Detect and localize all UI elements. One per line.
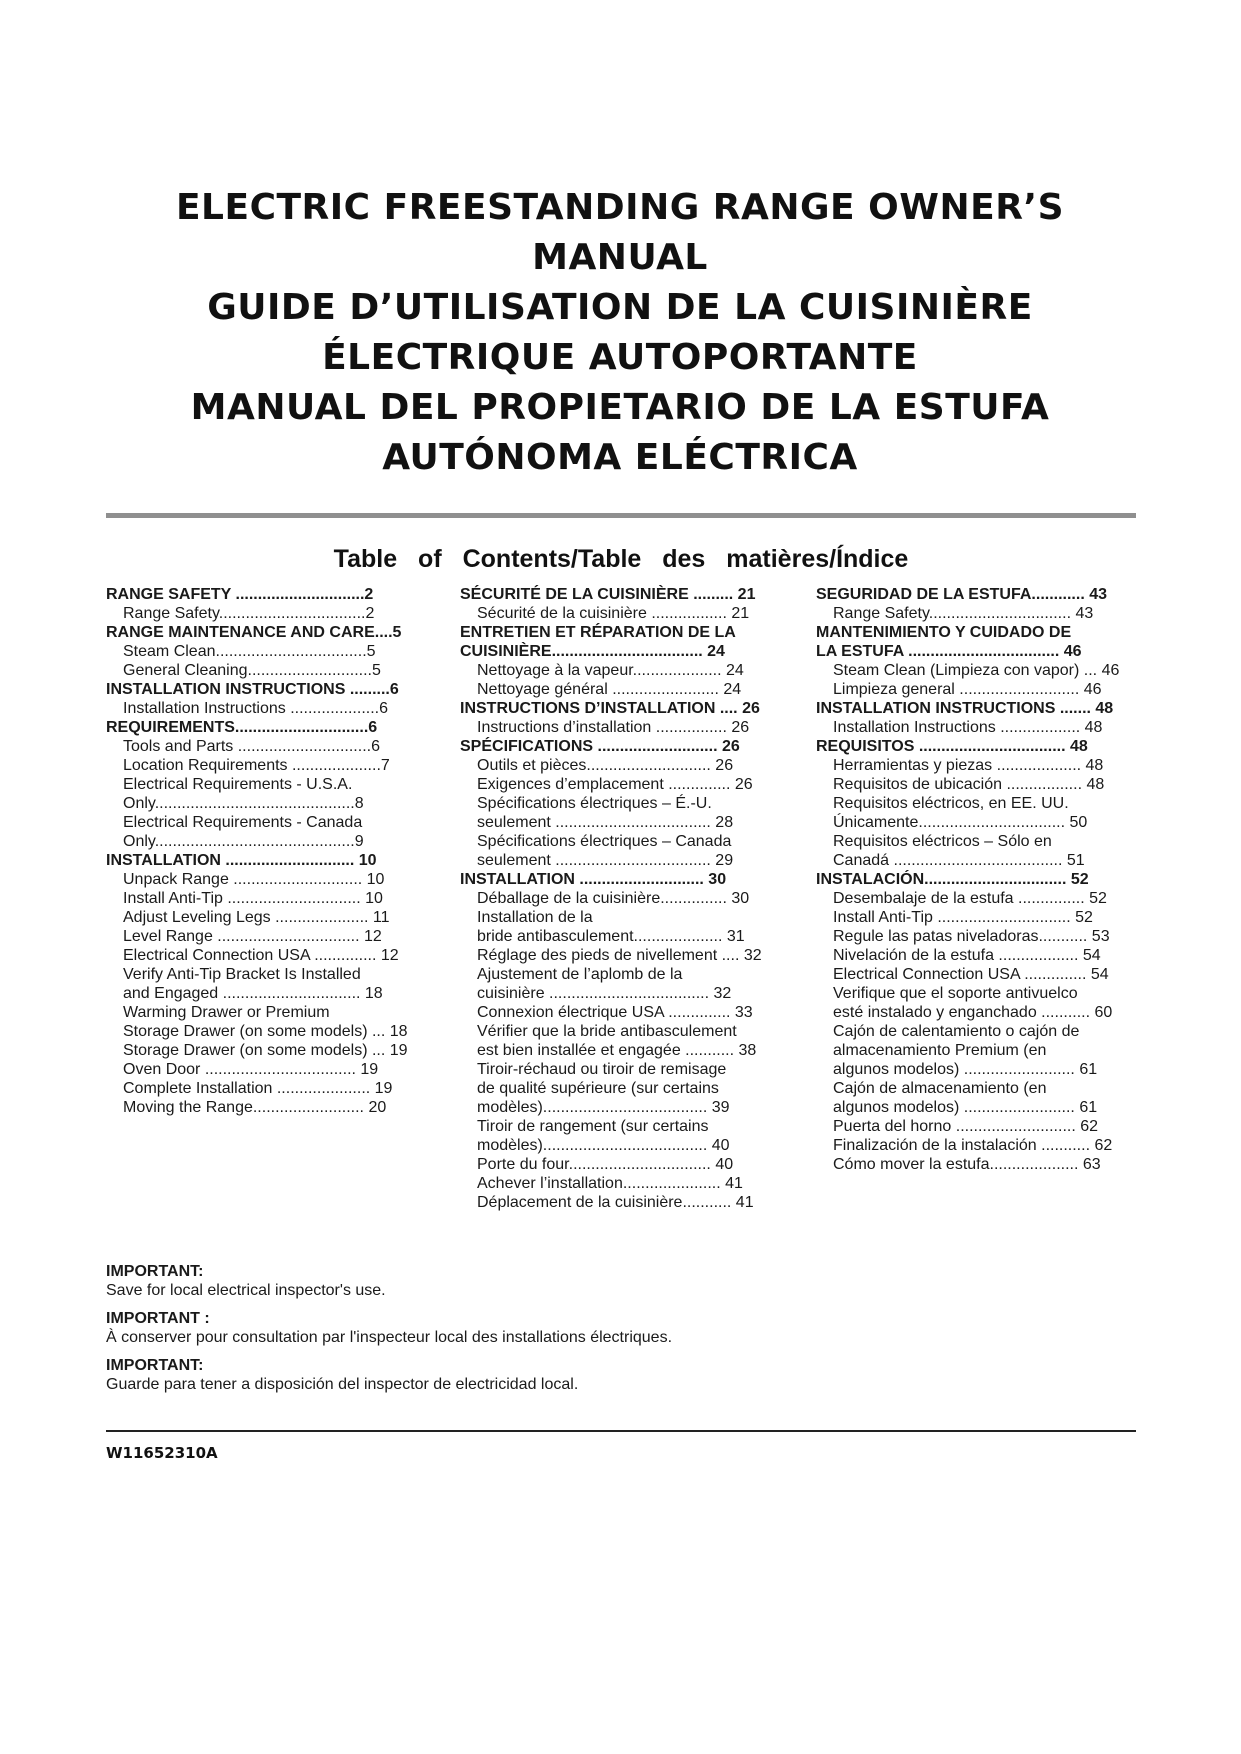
title-line: MANUAL DEL PROPIETARIO DE LA ESTUFA	[190, 387, 1050, 428]
toc-subentry: Tools and Parts ..............................6	[123, 738, 380, 755]
toc-subentry: Spécifications électriques – Canada	[477, 833, 732, 850]
top-divider	[106, 513, 1136, 518]
toc-subentry: esté instalado y enganchado ........... 60	[833, 1004, 1113, 1021]
toc-subentry: Sécurité de la cuisinière ................. 21	[477, 605, 750, 622]
toc-section-entry: INSTALLATION ............................ 30	[460, 871, 727, 888]
toc-subentry: Range Safety................................ 43	[833, 605, 1094, 622]
toc-section-entry: REQUIREMENTS..............................6	[106, 719, 378, 736]
toc-subentry: Location Requirements ....................7	[123, 757, 390, 774]
toc-subentry: Connexion électrique USA .............. 33	[477, 1004, 753, 1021]
toc-subentry: de qualité supérieure (sur certains	[477, 1080, 719, 1097]
toc-subentry: modèles)..................................... 39	[477, 1099, 730, 1116]
toc-subentry: Requisitos eléctricos, en EE. UU.	[833, 795, 1069, 812]
document-code: W11652310A	[106, 1444, 218, 1462]
note-body: Save for local electrical inspector's use.	[106, 1282, 386, 1299]
toc-subentry: Únicamente................................. 50	[833, 814, 1088, 831]
toc-subentry: seulement ................................... 28	[477, 814, 734, 831]
toc-subentry: algunos modelos) ......................... 61	[833, 1061, 1098, 1078]
toc-subentry: Electrical Requirements - U.S.A.	[123, 776, 353, 793]
toc-subentry: Réglage des pieds de nivellement .... 32	[477, 947, 762, 964]
toc-subentry: Level Range ................................ 12	[123, 928, 382, 945]
toc-subentry: Verifique que el soporte antivuelco	[833, 985, 1078, 1002]
note-heading: IMPORTANT:	[106, 1263, 204, 1280]
toc-subentry: Requisitos eléctricos – Sólo en	[833, 833, 1052, 850]
toc-subentry: Unpack Range ............................. 10	[123, 871, 385, 888]
bottom-divider	[106, 1430, 1136, 1432]
toc-subentry: Exigences d’emplacement .............. 26	[477, 776, 753, 793]
toc-section-entry: LA ESTUFA .................................. 46	[816, 643, 1082, 660]
toc-section-entry: ENTRETIEN ET RÉPARATION DE LA	[460, 624, 736, 641]
toc-subentry: Nivelación de la estufa .................. 54	[833, 947, 1101, 964]
toc-subentry: Only.............................................9	[123, 833, 364, 850]
toc-section-entry: INSTALLATION INSTRUCTIONS .........6	[106, 681, 399, 698]
note-heading: IMPORTANT:	[106, 1357, 204, 1374]
toc-subentry: and Engaged ............................... 18	[123, 985, 383, 1002]
important-note-spanish	[106, 1356, 1006, 1394]
important-note-english	[106, 1262, 1006, 1300]
toc-subentry: Install Anti-Tip .............................. 10	[123, 890, 383, 907]
toc-subentry: Ajustement de l’aplomb de la	[477, 966, 683, 983]
important-notes	[106, 1262, 1006, 1403]
toc-subentry: Electrical Requirements - Canada	[123, 814, 363, 831]
toc-subentry: Storage Drawer (on some models) ... 19	[123, 1042, 408, 1059]
toc-subentry: Déplacement de la cuisinière........... 41	[477, 1194, 754, 1211]
toc-subentry: Finalización de la instalación ........... 62	[833, 1137, 1113, 1154]
toc-subentry: Tiroir-réchaud ou tiroir de remisage	[477, 1061, 727, 1078]
note-body: Guarde para tener a disposición del inspector de electricidad local.	[106, 1376, 579, 1393]
toc-subentry: Installation de la	[477, 909, 593, 926]
toc-section-entry: RANGE MAINTENANCE AND CARE....5	[106, 624, 402, 641]
toc-section-entry: INSTALLATION ............................. 10	[106, 852, 377, 869]
toc-subentry: Only.............................................8	[123, 795, 364, 812]
manual-title	[100, 183, 1140, 483]
title-line: AUTÓNOMA ELÉCTRICA	[382, 437, 858, 478]
title-line: GUIDE D’UTILISATION DE LA CUISINIÈRE	[207, 287, 1033, 328]
toc-section-entry: REQUISITOS ................................. 48	[816, 738, 1088, 755]
title-line: ELECTRIC FREESTANDING RANGE OWNER’S	[175, 187, 1065, 228]
toc-section-entry: CUISINIÈRE.................................. 24	[460, 643, 725, 660]
toc-section-entry: SEGURIDAD DE LA ESTUFA............ 43	[816, 586, 1108, 603]
toc-subentry: Installation Instructions ....................6	[123, 700, 388, 717]
toc-subentry: Warming Drawer or Premium	[123, 1004, 330, 1021]
toc-subentry: Steam Clean..................................5	[123, 643, 376, 660]
toc-subentry: Canadá ...................................... 51	[833, 852, 1085, 869]
toc-subentry: Install Anti-Tip .............................. 52	[833, 909, 1093, 926]
toc-subentry: Déballage de la cuisinière............... 30	[477, 890, 750, 907]
toc-subentry: Electrical Connection USA .............. 54	[833, 966, 1109, 983]
toc-subentry: Achever l’installation...................... 41	[477, 1175, 743, 1192]
toc-subentry: Nettoyage général ........................ 24	[477, 681, 742, 698]
toc-subentry: bride antibasculement.................... 31	[477, 928, 745, 945]
toc-subentry: modèles)..................................... 40	[477, 1137, 730, 1154]
toc-subentry: Instructions d’installation ................ 26	[477, 719, 750, 736]
toc-subentry: Herramientas y piezas ................... 48	[833, 757, 1104, 774]
toc-subentry: Outils et pièces............................ 26	[477, 757, 734, 774]
toc-subentry: Regule las patas niveladoras........... 53	[833, 928, 1110, 945]
toc-subentry: Cómo mover la estufa.................... 63	[833, 1156, 1101, 1173]
toc-subentry: Electrical Connection USA .............. 12	[123, 947, 399, 964]
toc-subentry: Range Safety.................................2	[123, 605, 375, 622]
toc-subentry: Limpieza general ........................... 46	[833, 681, 1102, 698]
toc-subentry: Installation Instructions .................. 48	[833, 719, 1103, 736]
toc-subentry: Storage Drawer (on some models) ... 18	[123, 1023, 408, 1040]
toc-subentry: Adjust Leveling Legs ..................... 11	[123, 909, 390, 926]
note-body: À conserver pour consultation par l'inspecteur local des installations électriques.	[106, 1329, 673, 1346]
toc-subentry: Tiroir de rangement (sur certains	[477, 1118, 709, 1135]
title-line: ÉLECTRIQUE AUTOPORTANTE	[322, 337, 918, 378]
toc-subentry: cuisinière .................................... 32	[477, 985, 732, 1002]
important-note-french	[106, 1309, 1006, 1347]
toc-section-entry: RANGE SAFETY .............................2	[106, 586, 374, 603]
toc-subentry: Puerta del horno ........................... 62	[833, 1118, 1099, 1135]
toc-subentry: Vérifier que la bride antibasculement	[477, 1023, 737, 1040]
toc-subentry: algunos modelos) ......................... 61	[833, 1099, 1098, 1116]
toc-subentry: Oven Door .................................. 19	[123, 1061, 379, 1078]
toc-section-entry: MANTENIMIENTO Y CUIDADO DE	[816, 624, 1072, 641]
note-heading: IMPORTANT :	[106, 1310, 210, 1327]
toc-section-entry: INSTALACIÓN................................ 52	[816, 871, 1089, 888]
toc-subentry: Complete Installation ..................... 19	[123, 1080, 393, 1097]
toc-section-entry: SPÉCIFICATIONS ........................... 26	[460, 738, 740, 755]
toc-subentry: Cajón de almacenamiento (en	[833, 1080, 1047, 1097]
toc-subentry: almacenamiento Premium (en	[833, 1042, 1047, 1059]
toc-column-english	[106, 585, 436, 1117]
toc-heading: Table of Contents/Table des matières/Índice	[333, 545, 909, 573]
toc-subentry: seulement ................................... 29	[477, 852, 734, 869]
toc-section-entry: INSTRUCTIONS D’INSTALLATION .... 26	[460, 700, 760, 717]
toc-subentry: Cajón de calentamiento o cajón de	[833, 1023, 1080, 1040]
toc-column-french	[460, 585, 815, 1212]
toc-subentry: Nettoyage à la vapeur.................... 24	[477, 662, 744, 679]
toc-subentry: General Cleaning............................5	[123, 662, 381, 679]
toc-subentry: Porte du four................................ 40	[477, 1156, 734, 1173]
toc-subentry: Desembalaje de la estufa ............... 52	[833, 890, 1107, 907]
toc-subentry: Verify Anti-Tip Bracket Is Installed	[123, 966, 361, 983]
toc-section-entry: INSTALLATION INSTRUCTIONS ....... 48	[816, 700, 1114, 717]
toc-subentry: Requisitos de ubicación ................. 48	[833, 776, 1105, 793]
title-line: MANUAL	[532, 237, 708, 278]
toc-section-entry: SÉCURITÉ DE LA CUISINIÈRE ......... 21	[460, 586, 756, 603]
toc-column-spanish	[816, 585, 1161, 1174]
toc-subentry: Spécifications électriques – É.-U.	[477, 795, 712, 812]
toc-subentry: Moving the Range......................... 20	[123, 1099, 387, 1116]
toc-subentry: Steam Clean (Limpieza con vapor) ... 46	[833, 662, 1120, 679]
toc-subentry: est bien installée et engagée ........... 38	[477, 1042, 757, 1059]
